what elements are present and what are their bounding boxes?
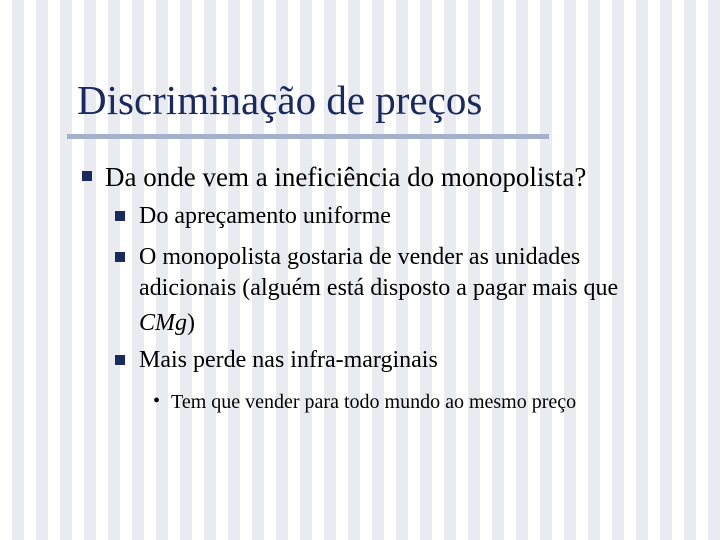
round-bullet-icon: • (153, 390, 161, 412)
bullet-level2-text-line3 (139, 308, 195, 339)
title-underline (67, 134, 549, 139)
square-bullet-icon (82, 171, 92, 181)
slide-title: Discriminação de preços (77, 77, 483, 123)
bullet-level3-text: Tem que vender para todo mundo ao mesmo preço (171, 391, 577, 413)
square-bullet-icon (115, 355, 125, 365)
closing-paren: ) (187, 310, 195, 336)
cmg-term: CMg (139, 310, 187, 336)
bullet-level2-text-line1: O monopolista gostaria de vender as unidades (139, 244, 581, 270)
bullet-level1-text: Da onde vem a ineficiência do monopolista? (105, 162, 587, 192)
bullet-level2-text: Mais perde nas infra-marginais (139, 347, 438, 373)
square-bullet-icon (115, 252, 125, 262)
bullet-level2-text-line2: adicionais (alguém está disposto a pagar mais que (139, 275, 619, 301)
bullet-level2-text: Do apreçamento uniforme (139, 203, 391, 229)
square-bullet-icon (115, 211, 125, 221)
